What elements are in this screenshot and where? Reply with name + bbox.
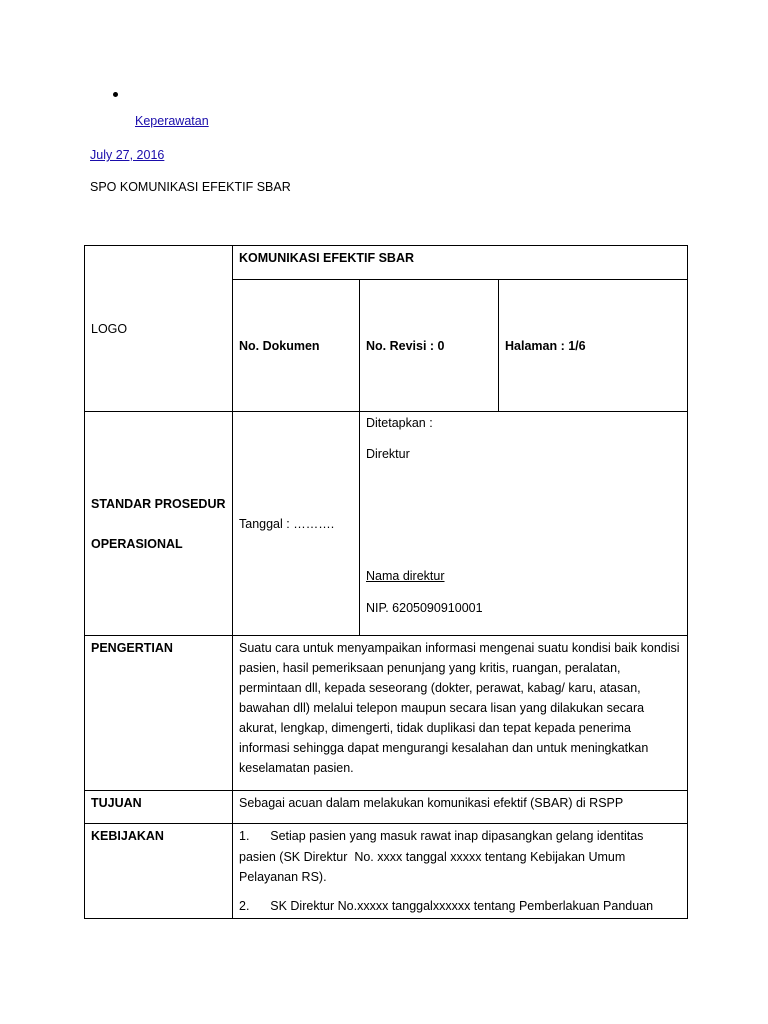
table-row — [85, 246, 688, 280]
kebijakan-item-2: 2. SK Direktur No.xxxxx tanggalxxxxxx tentang Pemberlakuan Panduan — [239, 898, 654, 913]
doc-title-cell — [233, 246, 688, 280]
nama-direktur: Nama direktur — [366, 569, 445, 583]
halaman-cell — [499, 280, 688, 412]
no-dokumen-cell — [233, 280, 360, 412]
kebijakan-item-1: 1. Setiap pasien yang masuk rawat inap dipasangkan gelang identitas pasien (SK Direktur No. xxxx tanggal xxxxx tentang Kebijakan Umum Pelayanan RS). — [239, 829, 647, 884]
category-link[interactable]: Keperawatan — [135, 114, 209, 128]
doc-title: KOMUNIKASI EFEKTIF SBAR — [239, 251, 414, 265]
no-revisi-cell — [360, 280, 499, 412]
post-date-link[interactable]: July 27, 2016 — [90, 148, 165, 162]
pengertian-text-cell — [233, 636, 688, 791]
no-revisi-label: No. Revisi : 0 — [366, 338, 445, 353]
tanggal-label: Tanggal : ………. — [239, 516, 335, 531]
tanggal-cell — [233, 412, 360, 636]
kebijakan-text-cell — [233, 824, 688, 919]
nip: NIP. 6205090910001 — [366, 601, 483, 615]
document-heading: SPO KOMUNIKASI EFEKTIF SBAR — [90, 180, 291, 194]
spo-label-line1: STANDAR PROSEDUR — [91, 496, 226, 511]
table-row — [85, 824, 688, 919]
ditetapkan-label: Ditetapkan : — [366, 416, 433, 430]
spo-label-line2: OPERASIONAL — [91, 536, 183, 551]
spo-table — [84, 245, 688, 919]
tujuan-label-cell — [85, 791, 233, 824]
tujuan-text-cell — [233, 791, 688, 824]
tujuan-label: TUJUAN — [91, 796, 142, 810]
table-row — [85, 412, 688, 636]
pengertian-label: PENGERTIAN — [91, 641, 173, 655]
no-dokumen-label: No. Dokumen — [239, 338, 320, 353]
kebijakan-label-cell — [85, 824, 233, 919]
kebijakan-label: KEBIJAKAN — [91, 829, 164, 843]
pengertian-text: Suatu cara untuk menyampaikan informasi mengenai suatu kondisi baik kondisi pasien, hasil pemeriksaan penunjang yang kritis, ruangan, peralatan, permintaan dll, kepada seseorang (dokter, perawat, kabag/ karu, atasan, bawahan dll) melalui telepon maupun secara lisan yang dilakukan secara akurat, lengkap, dimengerti, tidak duplikasi dan tepat kepada penerima informasi sehingga dapat mengurangi kesalahan dan untuk meningkatkan keselamatan pasien. — [239, 641, 680, 775]
bullet-point — [113, 92, 118, 97]
table-row — [85, 636, 688, 791]
logo-cell — [85, 246, 233, 412]
pengertian-label-cell — [85, 636, 233, 791]
spo-cell — [85, 412, 233, 636]
logo-label: LOGO — [91, 321, 128, 336]
halaman-label: Halaman : 1/6 — [505, 338, 586, 353]
ditetapkan-cell — [360, 412, 688, 636]
tujuan-text: Sebagai acuan dalam melakukan komunikasi efektif (SBAR) di RSPP — [239, 796, 624, 810]
table-row — [85, 791, 688, 824]
direktur-label: Direktur — [366, 447, 410, 461]
